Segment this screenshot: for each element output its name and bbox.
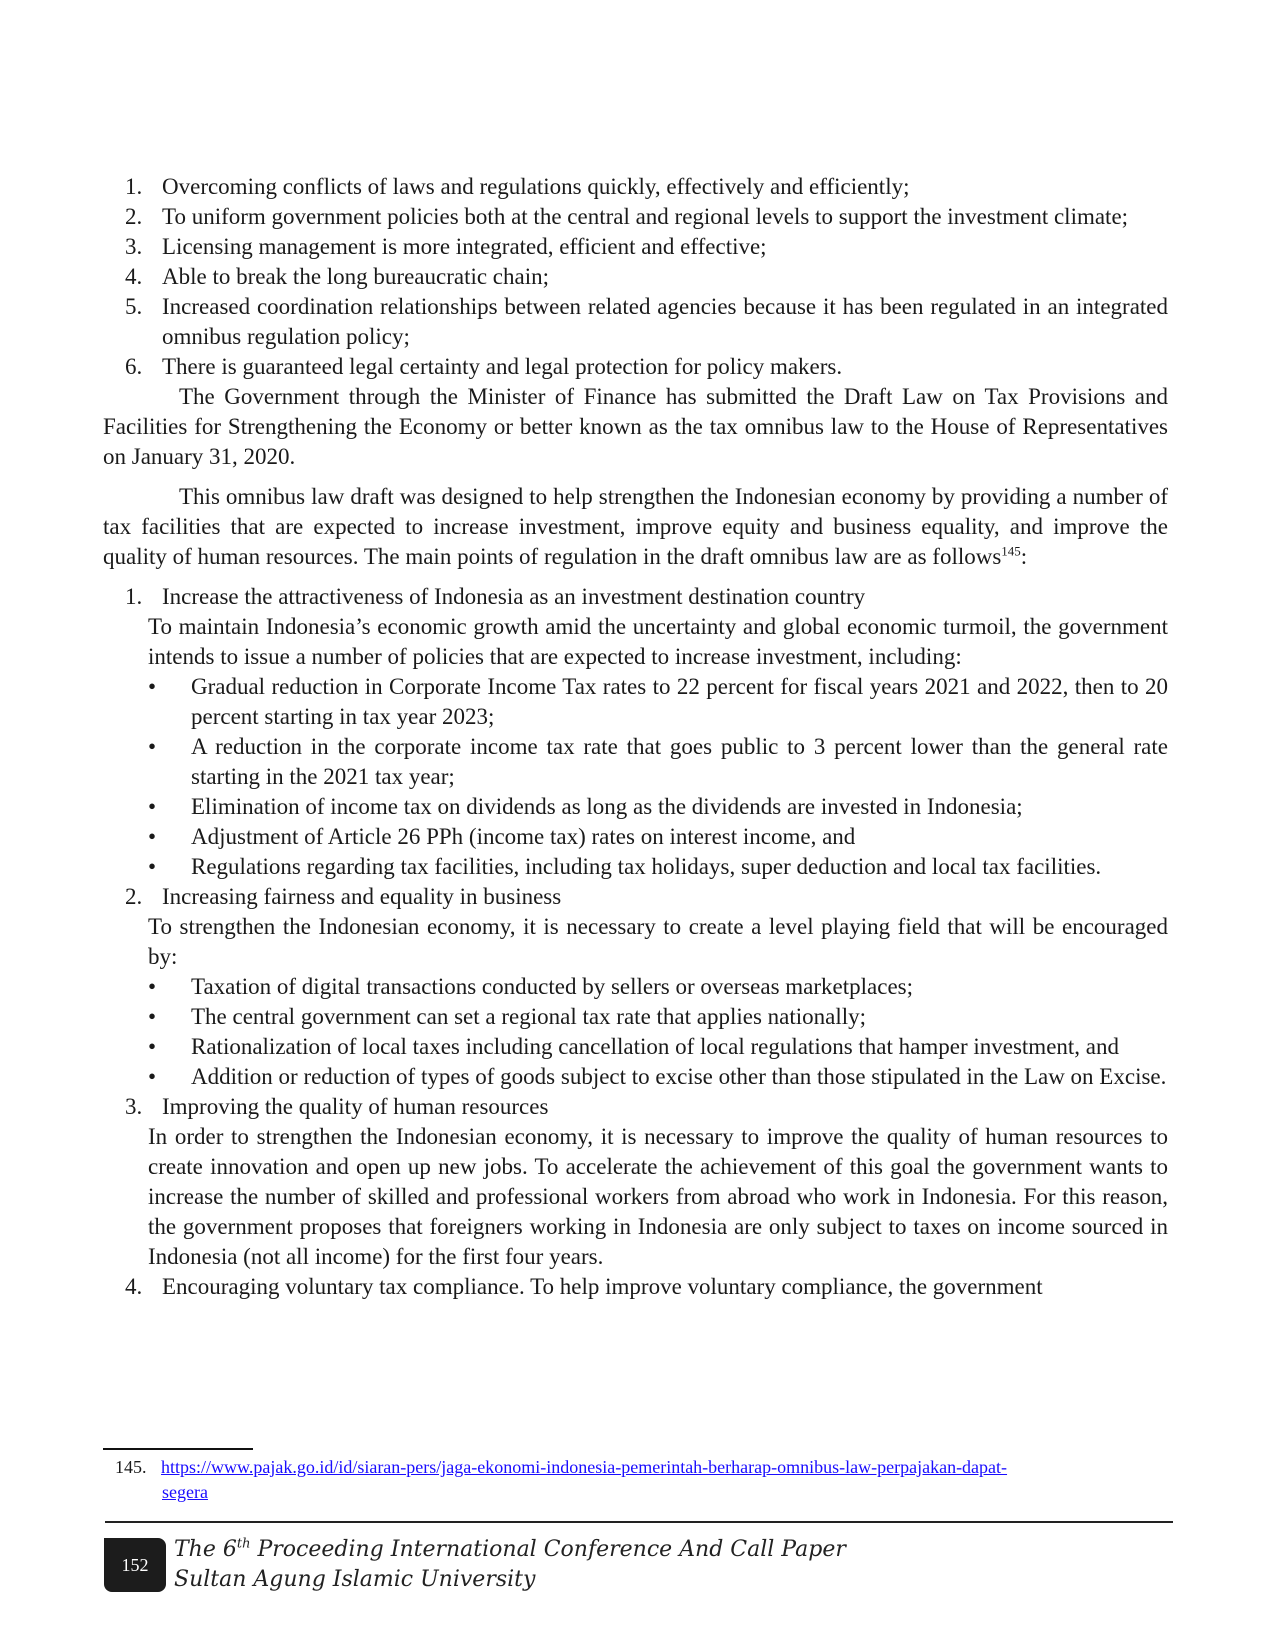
list-text: Licensing management is more integrated, efficient and effective; [162, 234, 767, 259]
list-item [103, 172, 1168, 202]
paragraph: The Government through the Minister of Finance has submitted the Draft Law on Tax Provisions and Facilities for Strengthening the Economy or better known as the tax omnibus law to the House of Representatives on January 31, 2020. [103, 384, 1168, 469]
list-number: 3. [125, 234, 143, 259]
bullet-text: Addition or reduction of types of goods subject to excise other than those stipulated in the Law on Excise. [191, 1064, 1167, 1089]
conference-title [174, 1535, 846, 1595]
list-number: 5. [125, 294, 143, 319]
point-heading [103, 882, 1168, 912]
point-heading [103, 582, 1168, 612]
bullet-text: Gradual reduction in Corporate Income Tax rates to 22 percent for fiscal years 2021 and 2022, then to 20 percent starting in tax year 2023; [191, 674, 1168, 729]
point-title: Increasing fairness and equality in business [162, 884, 562, 909]
list-number: 4. [125, 264, 143, 289]
list-text: Able to break the long bureaucratic chain; [162, 264, 550, 289]
bullet-text: A reduction in the corporate income tax rate that goes public to 3 percent lower than the general rate starting in the 2021 tax year; [191, 734, 1168, 789]
bullet-text: Taxation of digital transactions conducted by sellers or overseas marketplaces; [191, 974, 914, 999]
point-body: To strengthen the Indonesian economy, it is necessary to create a level playing field that will be encouraged by: [148, 914, 1168, 969]
bullet-text: Elimination of income tax on dividends as long as the dividends are invested in Indonesia; [191, 794, 1023, 819]
bullet-icon: • [148, 974, 157, 999]
paragraph-text: This omnibus law draft was designed to help strengthen the Indonesian economy by providing a number of tax facilities that are expected to increase investment, improve equity and business equality, and improve the quality of human resources. The main points of regulation in the draft omnibus law are as follows [103, 484, 1168, 569]
footnote-divider [103, 1448, 253, 1450]
bullet-icon: • [148, 1064, 157, 1089]
list-number: 1. [125, 174, 143, 199]
conf-line1-rest: Proceeding International Conference And Call Paper [250, 1537, 846, 1562]
bullet-icon: • [148, 1004, 157, 1029]
point-number: 1. [125, 584, 143, 609]
footnote-ref[interactable]: 145 [1001, 543, 1021, 559]
bullet-text: Adjustment of Article 26 PPh (income tax) rates on interest income, and [191, 824, 856, 849]
bullet-item [103, 822, 1168, 852]
list-text: To uniform government policies both at the central and regional levels to support the investment climate; [162, 204, 1129, 229]
bullet-icon: • [148, 794, 157, 819]
main-points-list [103, 582, 1168, 1302]
point-number: 3. [125, 1094, 143, 1119]
bullet-item [103, 732, 1168, 792]
footer-divider [105, 1521, 1173, 1523]
bullet-item [103, 1002, 1168, 1032]
bullet-icon: • [148, 854, 157, 879]
list-item [103, 202, 1168, 232]
list-item [103, 292, 1168, 352]
paragraph [103, 482, 1168, 572]
point-heading [103, 1092, 1168, 1122]
point-heading [103, 1272, 1168, 1302]
point-title: Improving the quality of human resources [162, 1094, 549, 1119]
list-number: 6. [125, 354, 143, 379]
bullet-item [103, 852, 1168, 882]
list-text: Overcoming conflicts of laws and regulations quickly, effectively and efficiently; [162, 174, 910, 199]
footnote-link[interactable]: https://www.pajak.go.id/id/siaran-pers/jaga-ekonomi-indonesia-pemerintah-berharap-omnibus-law-perpajakan-dapat- [161, 1457, 1008, 1477]
list-text: There is guaranteed legal certainty and legal protection for policy makers. [162, 354, 843, 379]
point-number: 2. [125, 884, 143, 909]
footnote [115, 1455, 1165, 1505]
conf-line1: The 6 [174, 1537, 237, 1562]
bullet-icon: • [148, 824, 157, 849]
list-item [103, 262, 1168, 292]
point-body: In order to strengthen the Indonesian economy, it is necessary to improve the quality of human resources to create innovation and open up new jobs. To accelerate the achievement of this goal the government wants to increase the number of skilled and professional workers from abroad who work in Indonesia. For this reason, the government proposes that foreigners working in Indonesia are only subject to taxes on income sourced in Indonesia (not all income) for the first four years. [148, 1124, 1168, 1269]
university-name: Sultan Agung Islamic University [174, 1567, 536, 1592]
page-body [103, 172, 1168, 1302]
bullet-icon: • [148, 734, 157, 759]
paragraph-end: : [1020, 544, 1028, 569]
list-number: 2. [125, 204, 143, 229]
point-title: Increase the attractiveness of Indonesia as an investment destination country [162, 584, 866, 609]
page-number: 152 [104, 1538, 166, 1592]
conf-sup: th [236, 1536, 251, 1552]
bullet-icon: • [148, 1034, 157, 1059]
intro-list [103, 172, 1168, 382]
point-body: To maintain Indonesia’s economic growth amid the uncertainty and global economic turmoil, the government intends to issue a number of policies that are expected to increase investment, including: [148, 614, 1168, 669]
bullet-text: The central government can set a regional tax rate that applies nationally; [191, 1004, 867, 1029]
list-item [103, 232, 1168, 262]
bullet-item [103, 792, 1168, 822]
bullet-item [103, 672, 1168, 732]
footnote-number: 145. [115, 1457, 147, 1477]
bullet-text: Regulations regarding tax facilities, including tax holidays, super deduction and local tax facilities. [191, 854, 1102, 879]
point-title: Encouraging voluntary tax compliance. To help improve voluntary compliance, the government [162, 1274, 1043, 1299]
list-item [103, 352, 1168, 382]
point-number: 4. [125, 1274, 143, 1299]
bullet-icon: • [148, 674, 157, 699]
bullet-item [103, 972, 1168, 1002]
bullet-item [103, 1032, 1168, 1062]
footnote-link-continued[interactable]: segera [162, 1482, 208, 1502]
bullet-item [103, 1062, 1168, 1092]
bullet-text: Rationalization of local taxes including cancellation of local regulations that hamper investment, and [191, 1034, 1120, 1059]
list-text: Increased coordination relationships between related agencies because it has been regulated in an integrated omnibus regulation policy; [162, 294, 1168, 349]
